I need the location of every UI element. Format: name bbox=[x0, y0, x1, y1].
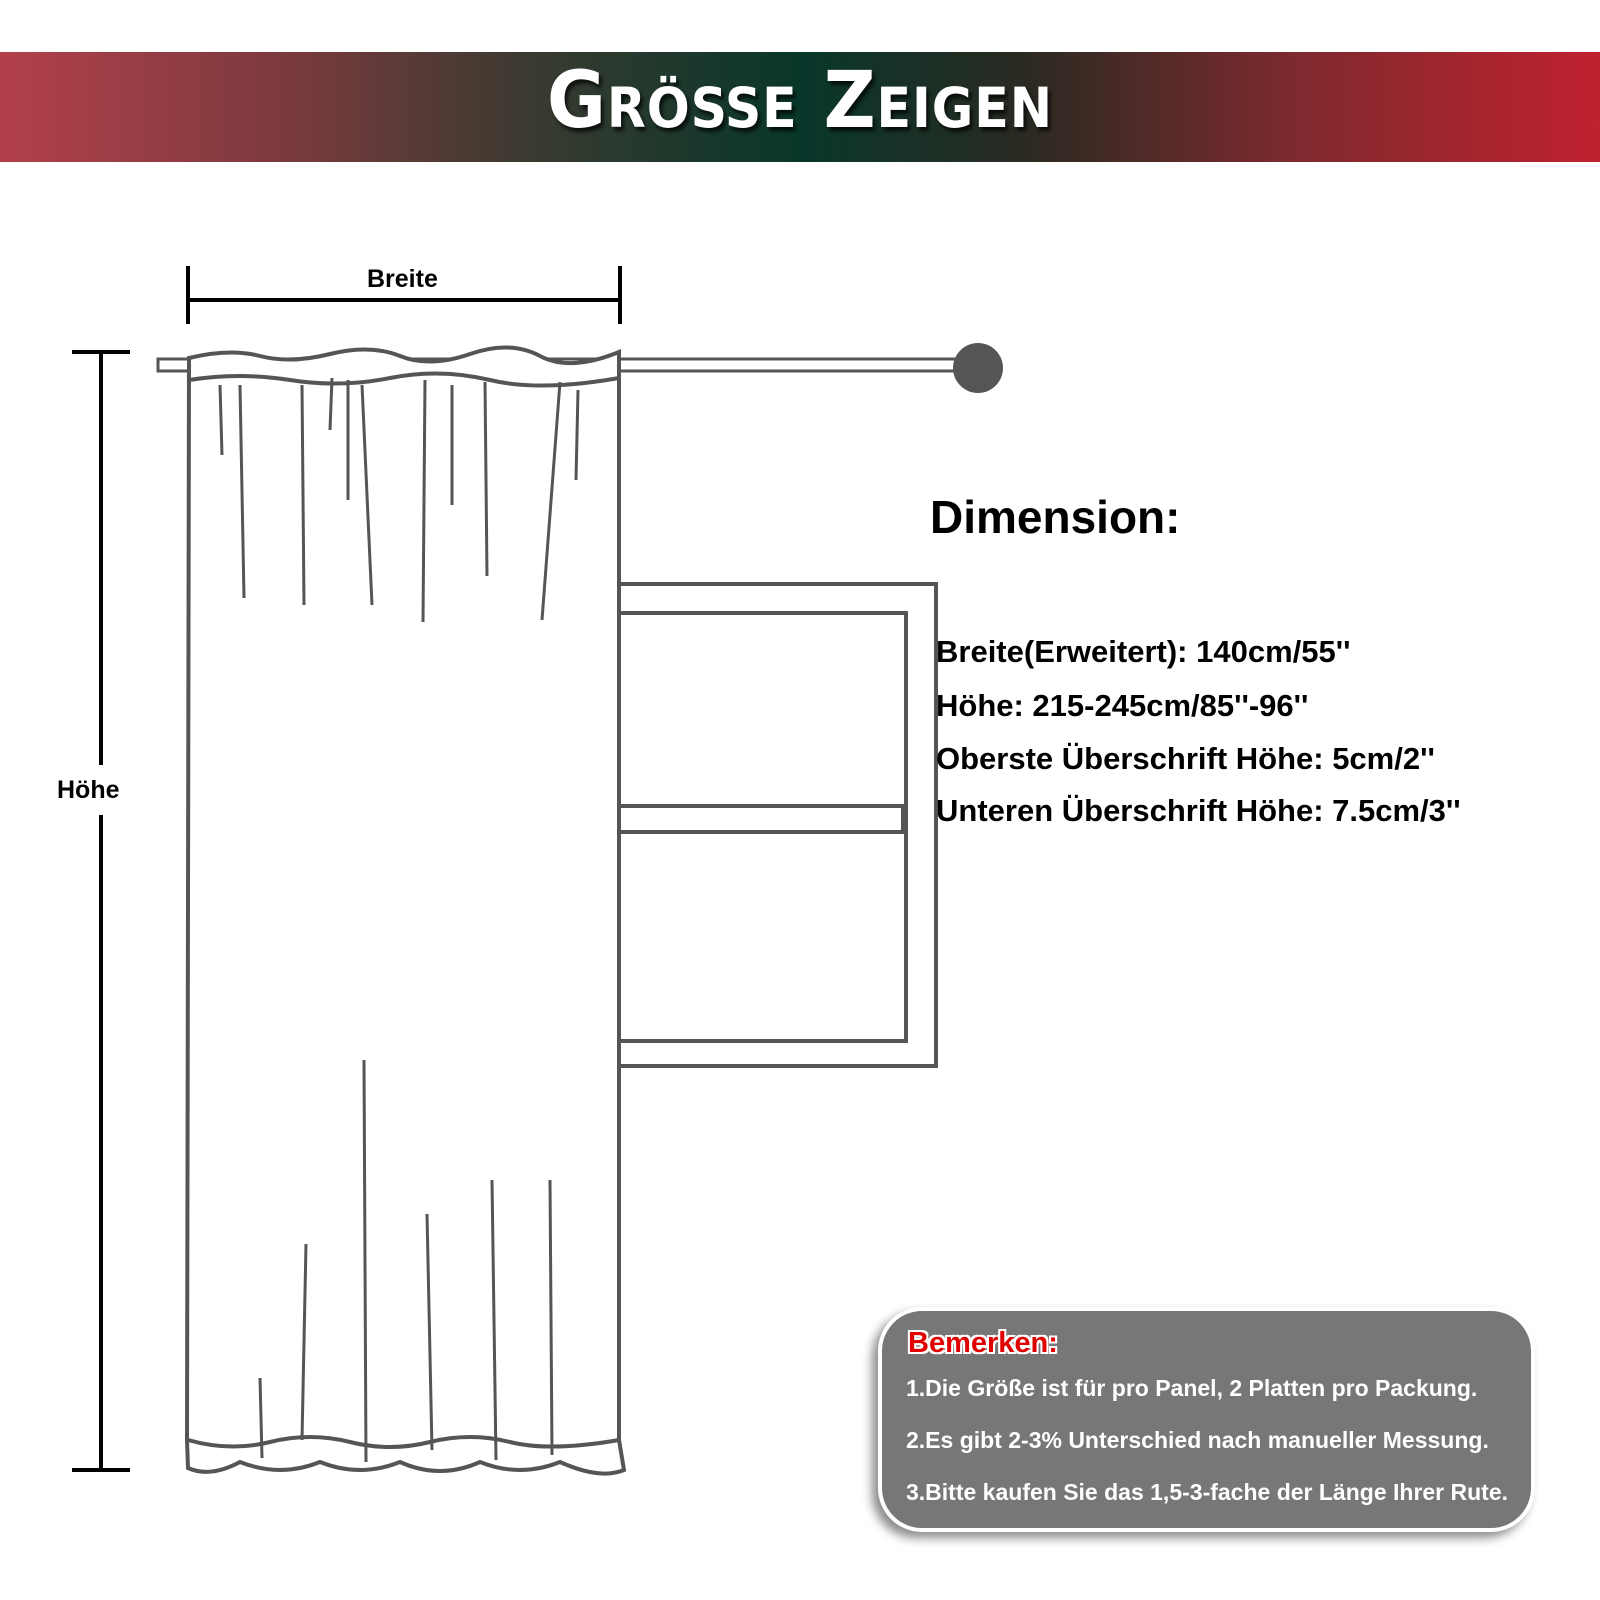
window-frame bbox=[618, 584, 936, 1066]
dimension-title: Dimension: bbox=[930, 491, 1181, 543]
spec-top-header: Oberste Überschrift Höhe: 5cm/2'' bbox=[936, 741, 1435, 776]
spec-bottom-header: Unteren Überschrift Höhe: 7.5cm/3'' bbox=[936, 793, 1461, 828]
spec-width: Breite(Erweitert): 140cm/55'' bbox=[936, 634, 1351, 669]
height-dimension-line bbox=[72, 352, 130, 1470]
width-label: Breite bbox=[367, 265, 438, 293]
rod-finial bbox=[953, 343, 1003, 393]
notes-box bbox=[878, 1307, 1535, 1532]
spec-height: Höhe: 215-245cm/85''-96'' bbox=[936, 688, 1309, 723]
banner-title: Größe Zeigen bbox=[547, 56, 1053, 146]
height-label: Höhe bbox=[57, 776, 120, 804]
curtain-panel bbox=[187, 347, 624, 1473]
note-item: 2.Es gibt 2-3% Unterschied nach manueller Messung. bbox=[906, 1427, 1489, 1453]
note-item: 1.Die Größe ist für pro Panel, 2 Platten pro Packung. bbox=[906, 1375, 1478, 1401]
note-item: 3.Bitte kaufen Sie das 1,5-3-fache der Länge Ihrer Rute. bbox=[906, 1479, 1509, 1505]
notes-title: Bemerken: bbox=[908, 1327, 1058, 1359]
